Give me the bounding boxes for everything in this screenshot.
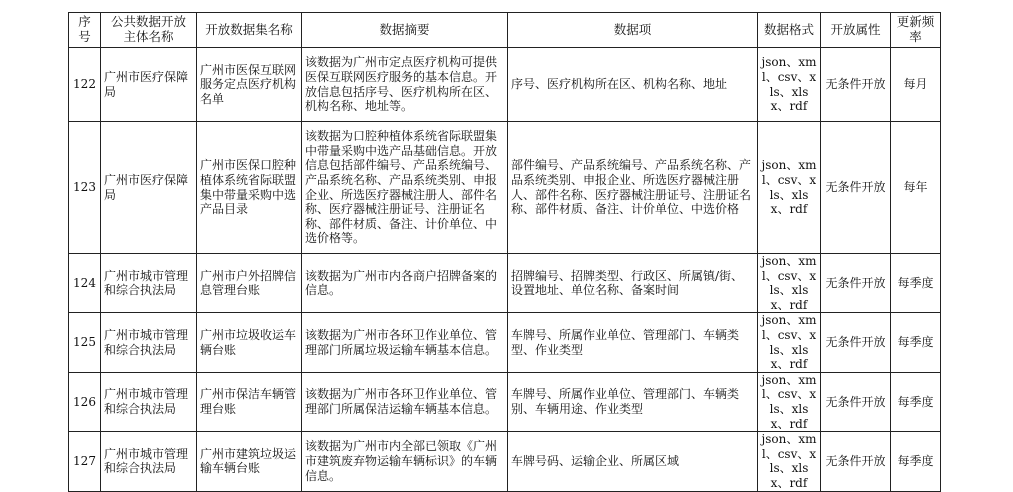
cell-dataset: 广州市医保互联网服务定点医疗机构名单 <box>197 48 302 122</box>
cell-dataset: 广州市垃圾收运车辆台账 <box>197 313 302 372</box>
cell-subject: 广州市城市管理和综合执法局 <box>101 313 197 372</box>
cell-seq: 127 <box>69 432 101 491</box>
header-subject: 公共数据开放主体名称 <box>101 13 197 48</box>
cell-items: 车牌号码、运输企业、所属区域 <box>508 432 758 491</box>
cell-summary: 该数据为口腔种植体系统省际联盟集中带量采购中选产品基础信息。开放信息包括部件编号、产品系统编号、产品系统名称、产品系统类别、申报企业、所选医疗器械注册人、部件名称、医疗器械注册证号、注册证名称、部件材质、备注、计价单位、中选价格等。 <box>302 122 508 254</box>
cell-subject: 广州市医疗保障局 <box>101 122 197 254</box>
cell-items: 车牌号、所属作业单位、管理部门、车辆类别、车辆用途、作业类型 <box>508 372 758 431</box>
table-row <box>69 432 941 491</box>
table-row <box>69 254 941 313</box>
cell-frequency: 每季度 <box>891 313 941 372</box>
cell-subject: 广州市城市管理和综合执法局 <box>101 372 197 431</box>
table-row <box>69 372 941 431</box>
cell-attribute: 无条件开放 <box>821 432 891 491</box>
header-format: 数据格式 <box>758 13 821 48</box>
header-attribute: 开放属性 <box>821 13 891 48</box>
table-row <box>69 313 941 372</box>
header-row <box>69 13 941 48</box>
cell-format: json、xml、csv、xls、xlsx、rdf <box>758 432 821 491</box>
cell-frequency: 每季度 <box>891 432 941 491</box>
cell-format: json、xml、csv、xls、xlsx、rdf <box>758 254 821 313</box>
header-seq: 序号 <box>69 13 101 48</box>
table-row <box>69 122 941 254</box>
header-items: 数据项 <box>508 13 758 48</box>
cell-frequency: 每月 <box>891 48 941 122</box>
cell-seq: 125 <box>69 313 101 372</box>
cell-summary: 该数据为广州市内各商户招牌备案的信息。 <box>302 254 508 313</box>
cell-subject: 广州市医疗保障局 <box>101 48 197 122</box>
cell-frequency: 每年 <box>891 122 941 254</box>
cell-summary: 该数据为广州市各环卫作业单位、管理部门所属保洁运输车辆基本信息。 <box>302 372 508 431</box>
cell-format: json、xml、csv、xls、xlsx、rdf <box>758 372 821 431</box>
cell-items: 招牌编号、招牌类型、行政区、所属镇/街、设置地址、单位名称、备案时间 <box>508 254 758 313</box>
table-row <box>69 48 941 122</box>
cell-dataset: 广州市保洁车辆管理台账 <box>197 372 302 431</box>
cell-items: 序号、医疗机构所在区、机构名称、地址 <box>508 48 758 122</box>
cell-items: 车牌号、所属作业单位、管理部门、车辆类型、作业类型 <box>508 313 758 372</box>
cell-dataset: 广州市医保口腔种植体系统省际联盟集中带量采购中选产品目录 <box>197 122 302 254</box>
cell-seq: 124 <box>69 254 101 313</box>
header-summary: 数据摘要 <box>302 13 508 48</box>
header-dataset: 开放数据集名称 <box>197 13 302 48</box>
cell-attribute: 无条件开放 <box>821 122 891 254</box>
cell-frequency: 每季度 <box>891 254 941 313</box>
cell-frequency: 每季度 <box>891 372 941 431</box>
cell-seq: 126 <box>69 372 101 431</box>
cell-format: json、xml、csv、xls、xlsx、rdf <box>758 48 821 122</box>
cell-items: 部件编号、产品系统编号、产品系统名称、产品系统类别、申报企业、所选医疗器械注册人、部件名称、医疗器械注册证号、注册证名称、部件材质、备注、计价单位、中选价格 <box>508 122 758 254</box>
cell-dataset: 广州市建筑垃圾运输车辆台账 <box>197 432 302 491</box>
header-frequency: 更新频率 <box>891 13 941 48</box>
cell-summary: 该数据为广州市定点医疗机构可提供医保互联网医疗服务的基本信息。开放信息包括序号、医疗机构所在区、机构名称、地址等。 <box>302 48 508 122</box>
cell-seq: 123 <box>69 122 101 254</box>
cell-dataset: 广州市户外招牌信息管理台账 <box>197 254 302 313</box>
cell-attribute: 无条件开放 <box>821 254 891 313</box>
cell-attribute: 无条件开放 <box>821 372 891 431</box>
cell-attribute: 无条件开放 <box>821 313 891 372</box>
open-data-table <box>68 12 941 492</box>
cell-summary: 该数据为广州市各环卫作业单位、管理部门所属垃圾运输车辆基本信息。 <box>302 313 508 372</box>
cell-format: json、xml、csv、xls、xlsx、rdf <box>758 122 821 254</box>
cell-subject: 广州市城市管理和综合执法局 <box>101 254 197 313</box>
cell-subject: 广州市城市管理和综合执法局 <box>101 432 197 491</box>
cell-seq: 122 <box>69 48 101 122</box>
cell-format: json、xml、csv、xls、xlsx、rdf <box>758 313 821 372</box>
cell-attribute: 无条件开放 <box>821 48 891 122</box>
cell-summary: 该数据为广州市内全部已领取《广州市建筑废弃物运输车辆标识》的车辆信息。 <box>302 432 508 491</box>
